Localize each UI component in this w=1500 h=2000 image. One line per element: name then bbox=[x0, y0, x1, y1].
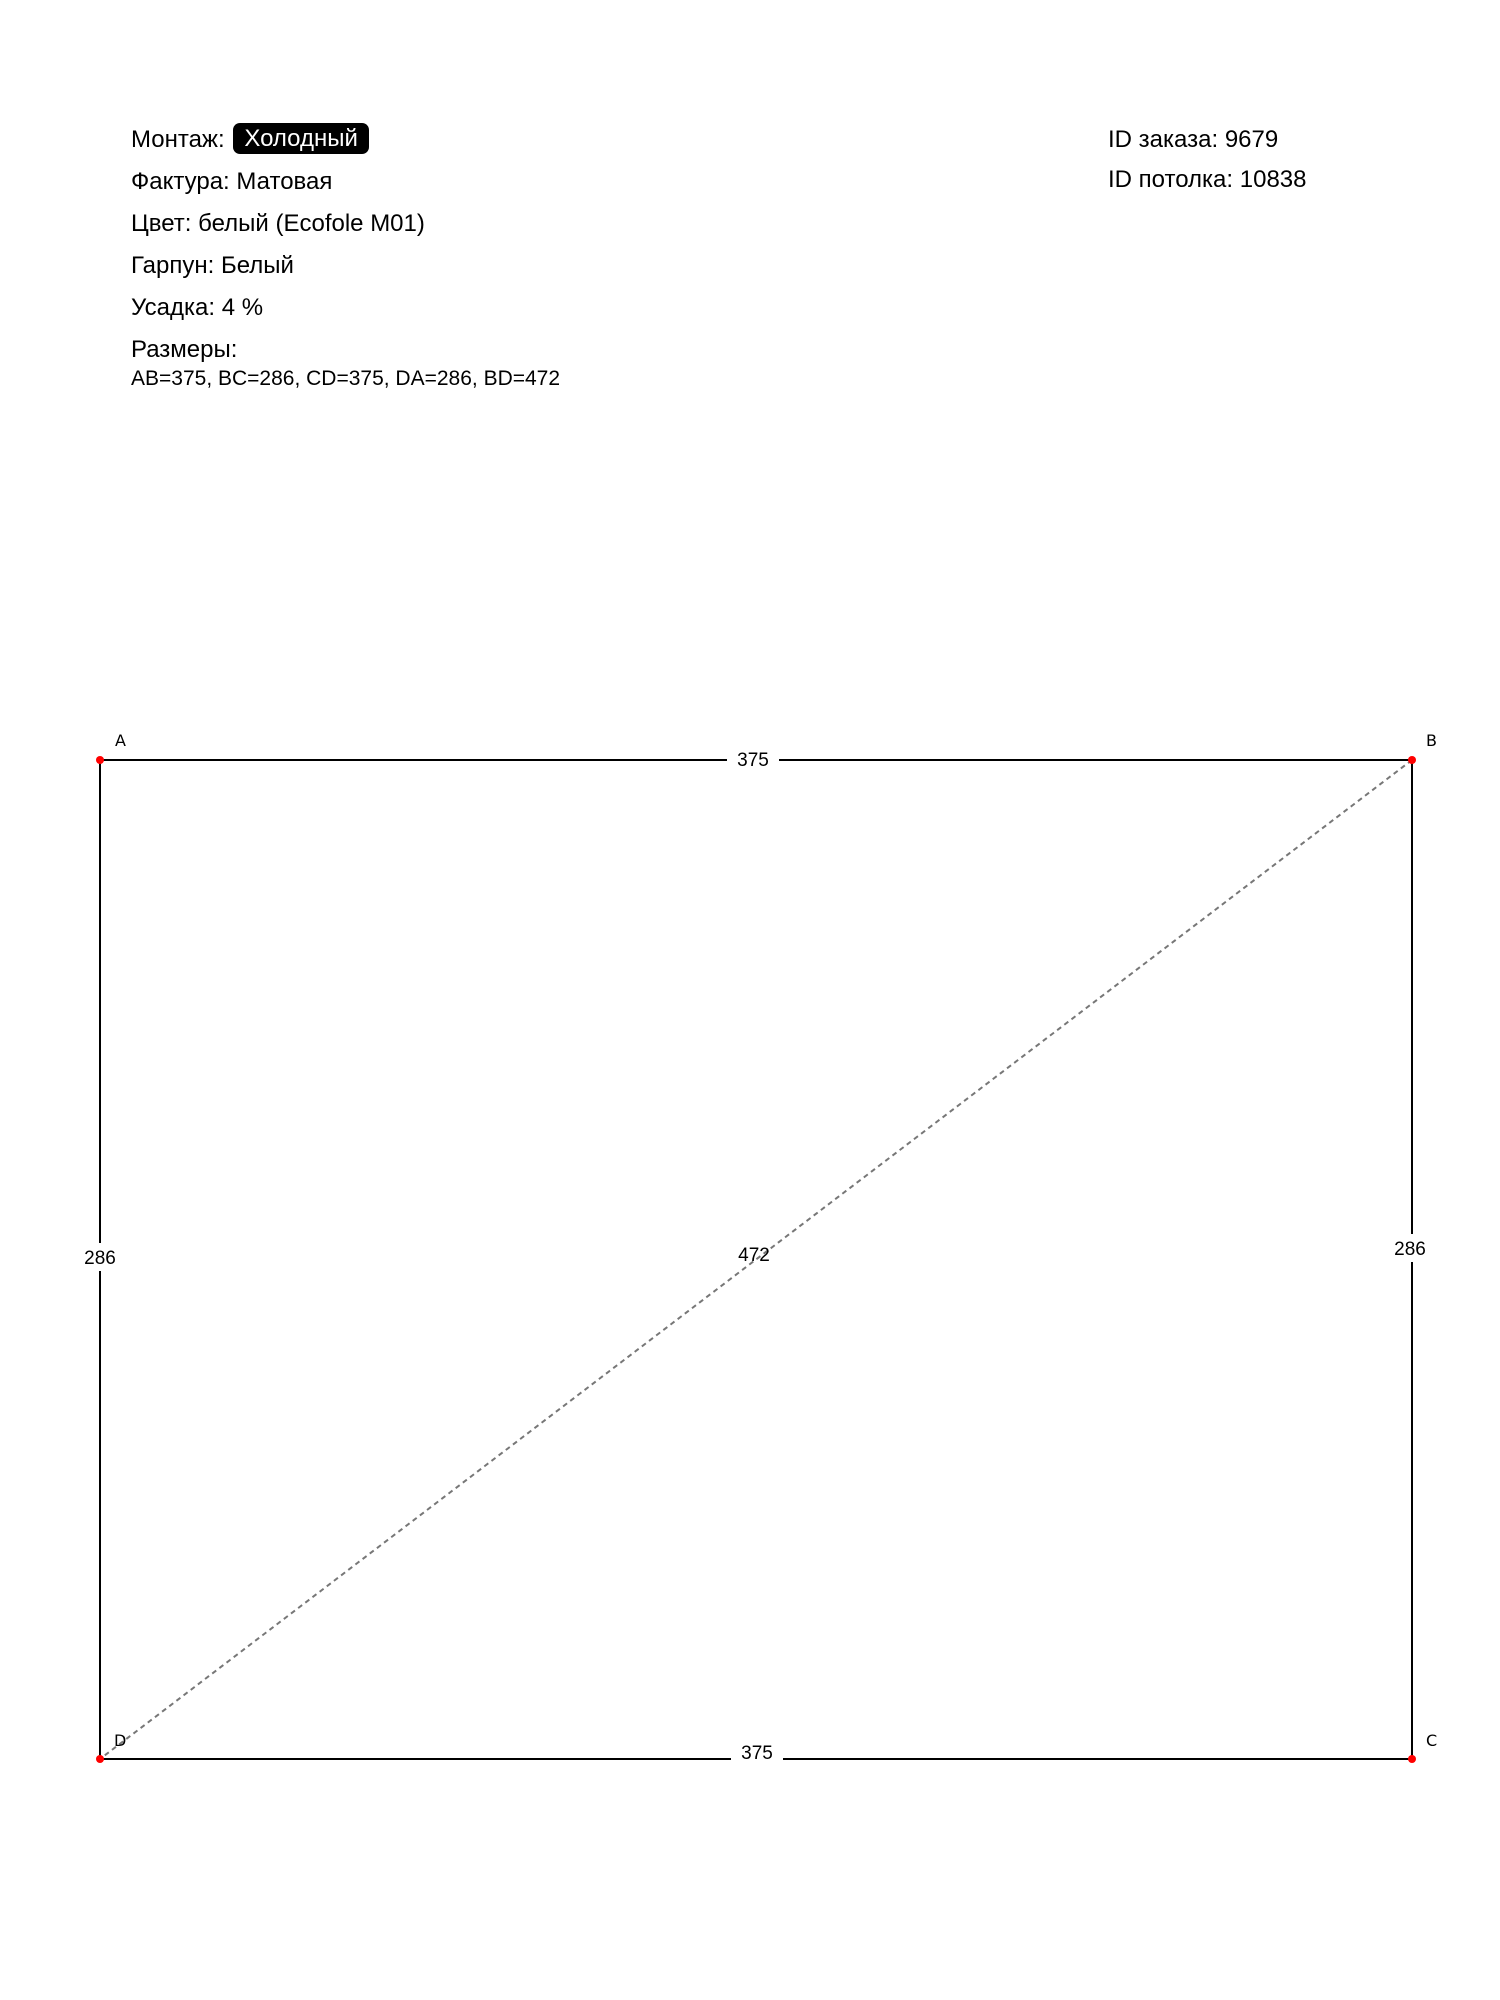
harpoon-label: Гарпун: bbox=[131, 252, 215, 279]
vertex-c-dot bbox=[1408, 1755, 1416, 1763]
vertex-d-label: D bbox=[114, 1731, 127, 1750]
vertex-b-label: B bbox=[1426, 731, 1437, 750]
ceiling-id-value: 10838 bbox=[1239, 166, 1307, 193]
ceiling-id-label: ID потолка: bbox=[1108, 166, 1234, 193]
vertex-d-dot bbox=[96, 1755, 104, 1763]
sizes-label: Размеры: bbox=[131, 336, 238, 363]
harpoon-value: Белый bbox=[220, 252, 294, 279]
vertex-c-label: C bbox=[1426, 1731, 1438, 1750]
edge-ab-label: 375 bbox=[737, 750, 769, 771]
color-value: белый (Ecofole M01) bbox=[198, 210, 425, 237]
montage-badge: Холодный bbox=[233, 123, 369, 154]
edge-cd-label: 375 bbox=[741, 1743, 773, 1764]
shrink-value: 4 % bbox=[221, 294, 264, 321]
edge-bc-label: 286 bbox=[1394, 1239, 1426, 1260]
sizes-value: AB=375, BC=286, CD=375, DA=286, BD=472 bbox=[131, 367, 561, 390]
shrink-label: Усадка: bbox=[131, 294, 216, 321]
edge-da-label: 286 bbox=[84, 1248, 116, 1269]
color-label: Цвет: bbox=[131, 210, 192, 237]
texture-value: Матовая bbox=[236, 168, 333, 195]
order-id-label: ID заказа: bbox=[1108, 126, 1219, 153]
order-id-value: 9679 bbox=[1224, 126, 1279, 153]
montage-label: Монтаж: bbox=[131, 126, 225, 153]
texture-label: Фактура: bbox=[131, 168, 230, 195]
vertex-a-label: A bbox=[115, 731, 126, 750]
vertex-a-dot bbox=[96, 756, 104, 764]
diagonal-bd-label: 472 bbox=[738, 1245, 770, 1266]
vertex-b-dot bbox=[1408, 756, 1416, 764]
